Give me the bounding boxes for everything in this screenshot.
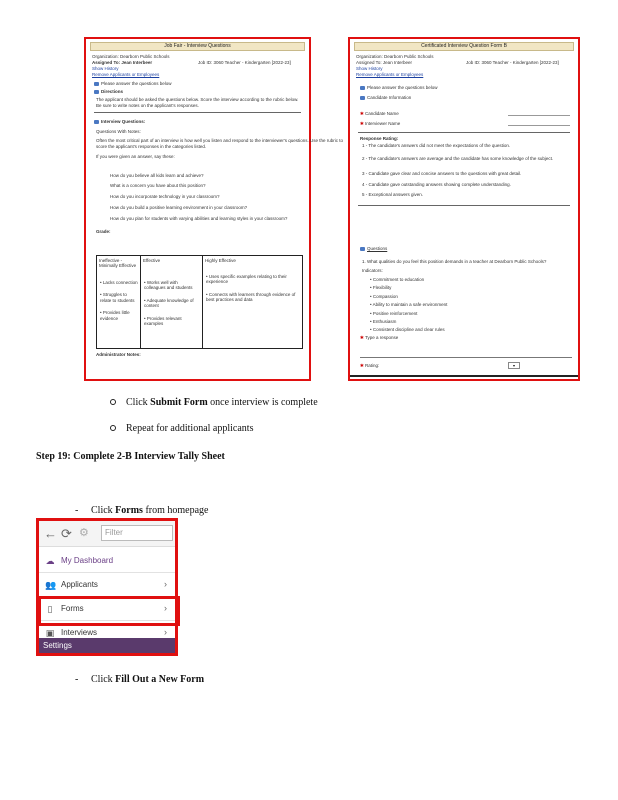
chevron-down-icon: ▾: [512, 363, 515, 368]
question-intro: 1. What qualities do you feel this position demands in a teacher at Dearborn Public Schools?: [362, 259, 547, 264]
section-icon: [360, 247, 365, 251]
question-4: How do you build a positive learning environment in your classroom?: [110, 205, 248, 210]
rating-select[interactable]: [508, 362, 520, 369]
list-item: • Provides little evidence: [100, 310, 130, 321]
interviewer-label: Interviewer Name: [365, 121, 401, 126]
rubric-col-head: Effective: [143, 258, 161, 263]
question-1: How do you believe all kids learn and achieve?: [110, 173, 204, 178]
refresh-icon[interactable]: ⟳: [61, 526, 72, 541]
sidebar-toolbar: [39, 521, 175, 547]
question-2: What is a concern you have about this position?: [110, 183, 206, 188]
bullet-circle: [110, 425, 116, 431]
prompt-text-1: Often the most critical part of an interview is how well you listen and respond to the interviewer's questions. Use the rubric to: [96, 138, 343, 143]
section-icon: [360, 96, 365, 100]
rating-2: 2 - The candidate's answers are average and the candidate has some knowledge of the subject.: [362, 156, 554, 161]
questions-heading: Questions: [367, 246, 388, 251]
interviewer-field[interactable]: [508, 125, 570, 126]
type-response-label: Type a response: [364, 335, 399, 340]
list-item: • Connects with learners through evidence of best practices and data: [206, 291, 296, 303]
directions-text-1: The applicant should be asked the questions below. Score the interview according to the rubric below.: [96, 97, 299, 102]
if-you-line: If you were given an answer, say these:: [96, 154, 175, 159]
document-icon: ▯: [47, 604, 53, 614]
rating-5: 5 - Exceptional answers given.: [362, 192, 424, 197]
rating-3: 3 - Candidate gave clear and concise answers to the questions with great detail.: [362, 171, 522, 176]
directions-heading: Directions: [101, 89, 124, 94]
prompt-text-2: score the applicant's responses in the categories listed.: [96, 144, 207, 149]
candidate-info-heading: Candidate Information: [367, 95, 412, 100]
rubric-col-items: [206, 274, 302, 310]
forms-highlight-box: [38, 596, 180, 626]
rubric-col-head: Highly Effective: [205, 258, 236, 263]
sidebar-screenshot: [36, 518, 178, 656]
interview-questions-heading: Interview Questions:: [101, 119, 146, 124]
rating-4: 4 - Candidate gave outstanding answers showing complete understanding.: [362, 182, 511, 187]
please-answer-label: Please answer the questions below: [101, 81, 172, 86]
directions-text-2: Be sure to write notes on the applicant's responses.: [96, 103, 199, 108]
gear-icon[interactable]: ⚙: [79, 527, 89, 539]
org-line: Organization: Dearborn Public Schools: [356, 54, 434, 59]
section-icon: [94, 82, 99, 86]
candidate-name-label: Candidate Name: [365, 111, 399, 116]
assigned-line: Assigned To: Jean Interbeer: [92, 60, 153, 65]
response-textarea[interactable]: [360, 357, 572, 358]
rating-label: Rating:: [365, 363, 380, 368]
list-item: • Consistent discipline and clear rules: [370, 327, 445, 333]
back-arrow-icon[interactable]: ←: [44, 526, 57, 541]
questions-line: Questions With Notes:: [96, 129, 141, 134]
rubric-col-items: [144, 280, 200, 333]
admin-notes-label: Administrator Notes:: [96, 352, 141, 357]
rubric-col-ineffective: [97, 256, 141, 348]
interview-questions-screenshot: [84, 37, 343, 381]
list-item: • Works well with colleagues and students: [144, 280, 193, 291]
response-rating-heading: Response Rating:: [360, 136, 399, 141]
grade-label: Grade:: [96, 229, 111, 234]
list-item: • Lacks connection: [100, 280, 138, 285]
list-item: • Uses specific examples relating to their experience: [206, 274, 287, 285]
interviews-icon: ▣: [45, 628, 55, 638]
sidebar-item-label: Interviews: [61, 628, 98, 637]
remove-applicants-link[interactable]: Remove Applicants or Employees: [92, 72, 160, 77]
section-icon: [94, 90, 99, 94]
form-title-bar: Job Fair - Interview Questions: [90, 42, 305, 51]
section-icon: [94, 120, 99, 124]
job-line: Job ID: 3060 Teacher - Kindergarten [2022-23]: [198, 60, 291, 65]
job-line: Job ID: 3060 Teacher - Kindergarten [2022-23]: [466, 60, 559, 65]
dash-bullet: -: [75, 505, 79, 516]
list-item: • Positive reinforcement: [370, 310, 418, 316]
indicators-label: Indicators:: [362, 268, 383, 273]
indicators-list: [370, 277, 447, 336]
section-icon: [360, 86, 365, 90]
sidebar-item-settings[interactable]: Settings: [39, 638, 175, 653]
users-icon: 👥: [45, 580, 57, 590]
form-title-bar: Certificated Interview Question Form B: [354, 42, 574, 51]
list-item: • Enthusiasm: [370, 318, 397, 324]
list-item: • Commitment to education: [370, 277, 425, 282]
divider: [350, 375, 578, 377]
submit-form-instruction: Click Submit Form once interview is complete: [126, 397, 318, 408]
bullet-circle: [110, 399, 116, 405]
list-item: • Compassion: [370, 293, 398, 299]
chevron-right-icon: ›: [164, 603, 167, 613]
list-item: • Ability to maintain a safe environment: [370, 302, 448, 308]
rubric-col-items: [100, 280, 138, 328]
sidebar-item-applicants[interactable]: [39, 573, 175, 597]
candidate-name-field[interactable]: [508, 115, 570, 116]
divider: [358, 132, 570, 133]
question-5: How do you plan for students with varying abilities and learning styles in your classroom?: [110, 216, 288, 221]
filter-input[interactable]: Filter: [101, 525, 173, 541]
click-fill-out-instruction: Click Fill Out a New Form: [91, 674, 205, 685]
show-history-link[interactable]: Show History: [356, 66, 383, 71]
sidebar-item-label: Forms: [61, 604, 84, 613]
dash-bullet: -: [75, 674, 79, 685]
list-item: • Flexibility: [370, 285, 392, 291]
list-item: • Struggles to relate to students: [100, 292, 135, 303]
list-item: • Provides relevant examples: [144, 315, 182, 326]
question-3: How do you incorporate technology in your classroom?: [110, 194, 220, 199]
please-answer-label: Please answer the questions below: [367, 85, 438, 90]
sidebar-item-label: My Dashboard: [61, 556, 114, 565]
certificated-interview-screenshot: Certificated Interview Question Form B Organization: Dearborn Public Schools Assigned To: Jean Interbeer Job ID: 3060 Teacher - Kindergarten [2022-23] Show History Remove Applicants or Employees Please answer the questions below Candidate Information ✱ Candidate Name ✱ Interviewer Name Response Rating: 1 - The candidate's answers did not meet the expectations of the question. 2 - The candidate's answers are average and the candidate has some knowledge of the subject. 3 - Candidate gave clear and concise answers to the questions with great detail. 4 - Candidate gave outstanding answers showing complete understanding. 5 - Exceptional answers given. Questions 1. What qualities do you feel this position demands in a teacher at Dearborn Public Schools? Indicators: • Commitment to education • Flexibility • Compassion • Ability to maintain a safe environment • Positive reinforcement • Enthusiasm • Consistent discipline and clear rules ✱ Type a response ✱ Rating: ▾: [348, 37, 580, 381]
sidebar-item-my-dashboard[interactable]: [39, 549, 175, 573]
rubric-col-highly-effective: [203, 256, 304, 348]
cloud-icon: ☁: [45, 556, 55, 566]
rubric-table: [96, 255, 303, 349]
divider: [358, 205, 570, 206]
list-item: • Adequate knowledge of content: [144, 297, 194, 309]
sidebar-item-label: Applicants: [61, 580, 98, 589]
org-line: Organization: Dearborn Public Schools: [92, 54, 170, 59]
assigned-line: Assigned To: Jean Interbeer: [356, 60, 412, 65]
chevron-right-icon: ›: [164, 579, 167, 589]
rating-1: 1 - The candidate's answers did not meet the expectations of the question.: [362, 143, 511, 148]
repeat-instruction: Repeat for additional applicants: [126, 423, 254, 434]
click-forms-instruction: Click Forms from homepage: [91, 505, 209, 516]
rubric-col-head: Ineffective - Minimally Effective: [99, 258, 137, 269]
rubric-col-effective: [141, 256, 203, 348]
chevron-right-icon: ›: [164, 627, 167, 637]
remove-applicants-link[interactable]: Remove Applicants or Employees: [356, 72, 424, 77]
divider: [94, 112, 301, 113]
show-history-link[interactable]: Show History: [92, 66, 119, 71]
step-19-heading: Step 19: Complete 2-B Interview Tally Sheet: [36, 451, 225, 462]
